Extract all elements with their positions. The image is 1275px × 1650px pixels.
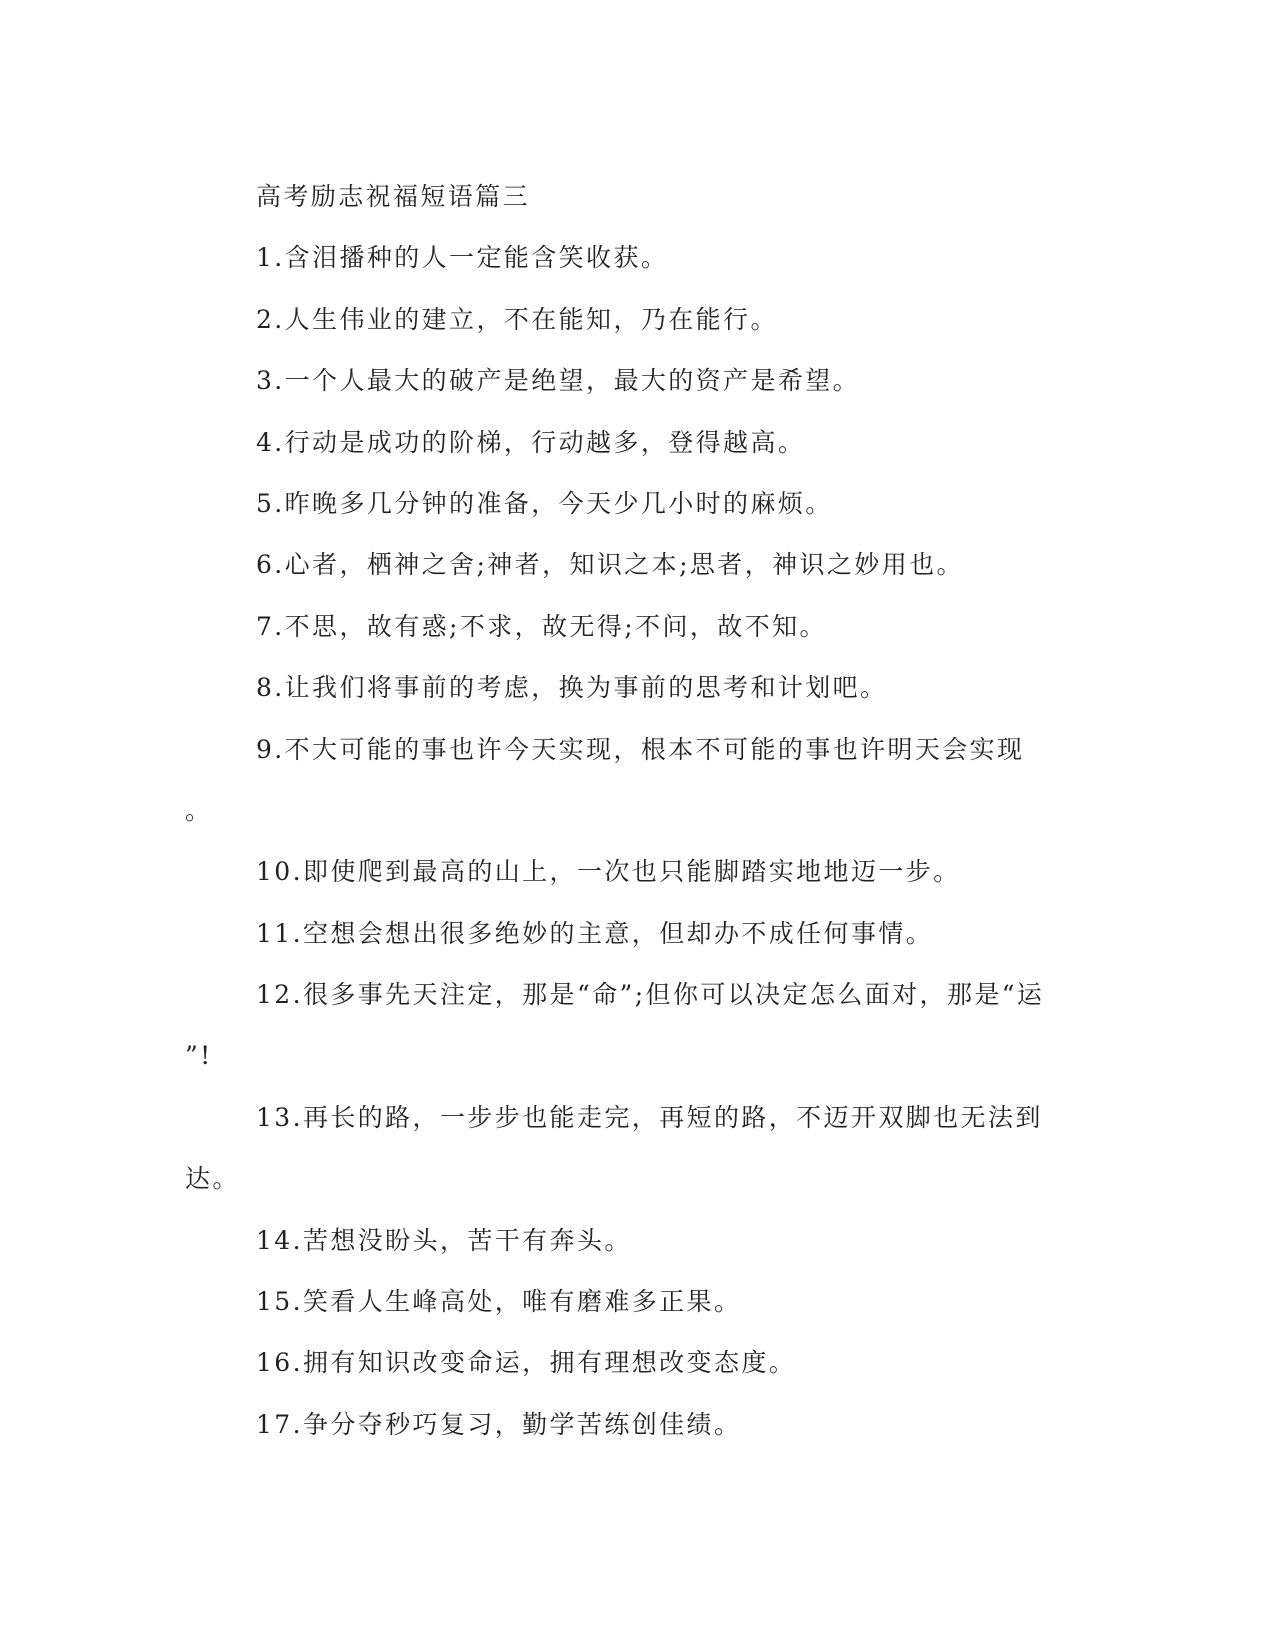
- quote-line-7: 7.不思，故有惑;不求，故无得;不问，故不知。: [256, 611, 827, 641]
- quote-line-16: 16.拥有知识改变命运，拥有理想改变态度。: [256, 1348, 797, 1378]
- quote-line-13-continuation: 达。: [185, 1164, 240, 1194]
- quote-line-15: 15.笑看人生峰高处，唯有磨难多正果。: [256, 1287, 742, 1317]
- quote-line-12: 12.很多事先天注定，那是“命”;但你可以决定怎么面对，那是“运: [256, 980, 1045, 1010]
- document-body: [185, 166, 1085, 1455]
- quote-line-9-continuation: 。: [185, 795, 213, 825]
- quote-line-14: 14.苦想没盼头，苦干有奔头。: [256, 1225, 632, 1255]
- quote-line-11: 11.空想会想出很多绝妙的主意，但却办不成任何事情。: [256, 918, 934, 948]
- quote-line-5: 5.昨晚多几分钟的准备，今天少几小时的麻烦。: [256, 488, 833, 518]
- quote-line-13: 13.再长的路，一步步也能走完，再短的路，不迈开双脚也无法到: [256, 1102, 1043, 1132]
- quote-line-8: 8.让我们将事前的考虑，换为事前的思考和计划吧。: [256, 673, 888, 703]
- quote-line-12-continuation: ”!: [185, 1041, 213, 1071]
- quote-line-9: 9.不大可能的事也许今天实现，根本不可能的事也许明天会实现: [256, 734, 1025, 764]
- quote-line-2: 2.人生伟业的建立，不在能知，乃在能行。: [256, 304, 778, 334]
- quote-line-10: 10.即使爬到最高的山上，一次也只能脚踏实地地迈一步。: [256, 857, 961, 887]
- quote-line-6: 6.心者，栖神之舍;神者，知识之本;思者，神识之妙用也。: [256, 550, 964, 580]
- quote-line-4: 4.行动是成功的阶梯，行动越多，登得越高。: [256, 427, 806, 457]
- quote-line-1: 1.含泪播种的人一定能含笑收获。: [256, 243, 669, 273]
- document-title: 高考励志祝福短语篇三: [256, 182, 531, 211]
- quote-line-3: 3.一个人最大的破产是绝望，最大的资产是希望。: [256, 366, 861, 396]
- quote-line-17: 17.争分夺秒巧复习，勤学苦练创佳绩。: [256, 1409, 742, 1439]
